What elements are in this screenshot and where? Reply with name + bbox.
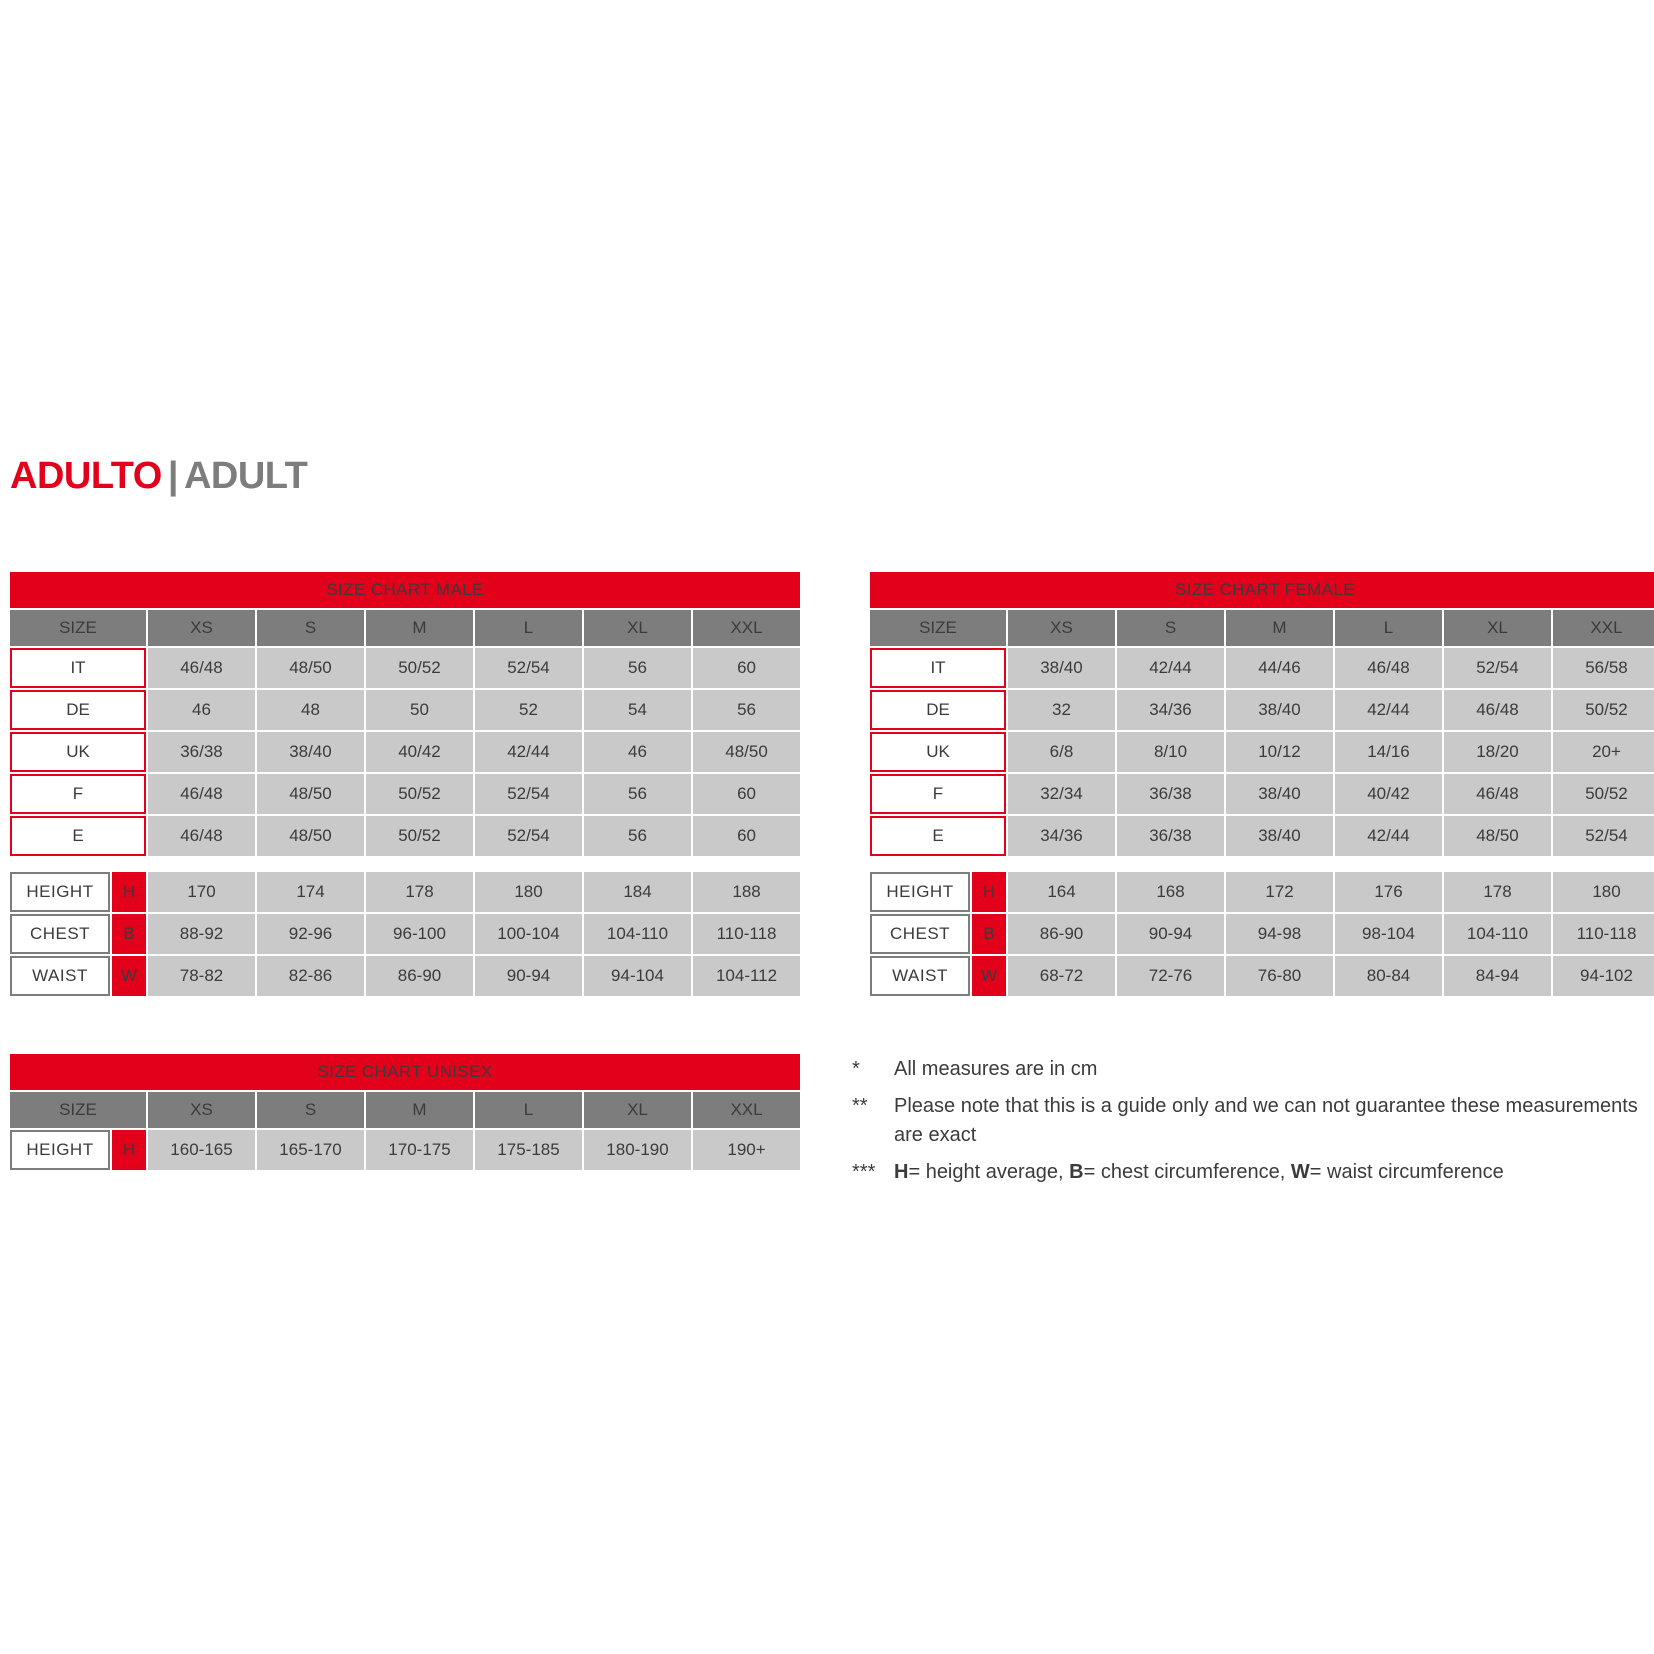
male-row-label: IT <box>10 648 146 688</box>
table-cell: 52/54 <box>475 774 582 814</box>
table-row <box>870 648 1654 688</box>
female-size-header: XXL <box>1553 610 1654 646</box>
table-cell: 110-118 <box>693 914 800 954</box>
table-cell: 34/36 <box>1008 816 1115 856</box>
note-marker: *** <box>852 1161 876 1183</box>
table-cell: 40/42 <box>366 732 473 772</box>
unisex-size-header: XS <box>148 1092 255 1128</box>
male-measure-label: CHEST <box>10 914 110 954</box>
unisex-size-label: SIZE <box>10 1092 146 1128</box>
note-marker: ** <box>852 1095 868 1117</box>
table-cell: 84-94 <box>1444 956 1551 996</box>
table-cell: 94-104 <box>584 956 691 996</box>
table-row <box>10 914 800 954</box>
table-row <box>870 956 1654 996</box>
table-cell: 60 <box>693 648 800 688</box>
table-cell: 90-94 <box>1117 914 1224 954</box>
table-cell: 38/40 <box>1226 690 1333 730</box>
female-measure-key: B <box>972 914 1006 954</box>
female-size-header: XL <box>1444 610 1551 646</box>
table-row <box>10 816 800 856</box>
note-text: H= height average, B= chest circumference, W= waist circumference <box>894 1161 1504 1183</box>
male-size-label: SIZE <box>10 610 146 646</box>
unisex-title-row <box>10 1054 800 1090</box>
table-cell: 164 <box>1008 872 1115 912</box>
table-cell: 46/48 <box>148 648 255 688</box>
spacer-row <box>870 858 1654 870</box>
table-row <box>870 816 1654 856</box>
male-size-header: XXL <box>693 610 800 646</box>
table-row <box>870 732 1654 772</box>
spacer-row <box>10 858 800 870</box>
table-cell: 54 <box>584 690 691 730</box>
table-cell: 42/44 <box>475 732 582 772</box>
female-measure-label: CHEST <box>870 914 970 954</box>
male-row-label: F <box>10 774 146 814</box>
table-row <box>870 914 1654 954</box>
table-cell: 110-118 <box>1553 914 1654 954</box>
female-measure-key: H <box>972 872 1006 912</box>
unisex-measure-key: H <box>112 1130 146 1170</box>
male-size-header: XL <box>584 610 691 646</box>
spacer <box>870 858 1654 870</box>
male-measure-key: H <box>112 872 146 912</box>
female-row-label: IT <box>870 648 1006 688</box>
unisex-size-header: XL <box>584 1092 691 1128</box>
table-cell: 20+ <box>1553 732 1654 772</box>
note-text: Please note that this is a guide only and we can not guarantee these measurements are exact <box>894 1095 1638 1146</box>
table-cell: 175-185 <box>475 1130 582 1170</box>
female-size-header: M <box>1226 610 1333 646</box>
table-cell: 46/48 <box>148 774 255 814</box>
table-cell: 50 <box>366 690 473 730</box>
table-cell: 50/52 <box>366 774 473 814</box>
table-cell: 104-112 <box>693 956 800 996</box>
unisex-size-header: S <box>257 1092 364 1128</box>
male-size-header: S <box>257 610 364 646</box>
table-cell: 88-92 <box>148 914 255 954</box>
table-cell: 90-94 <box>475 956 582 996</box>
table-cell: 52/54 <box>1553 816 1654 856</box>
table-row <box>10 774 800 814</box>
table-cell: 18/20 <box>1444 732 1551 772</box>
table-cell: 46/48 <box>1335 648 1442 688</box>
table-cell: 50/52 <box>1553 690 1654 730</box>
male-size-header: L <box>475 610 582 646</box>
table-cell: 38/40 <box>1226 774 1333 814</box>
unisex-size-header: M <box>366 1092 473 1128</box>
male-size-header: XS <box>148 610 255 646</box>
table-cell: 48 <box>257 690 364 730</box>
table-cell: 36/38 <box>1117 816 1224 856</box>
table-cell: 52/54 <box>475 648 582 688</box>
female-row-label: F <box>870 774 1006 814</box>
note-text: All measures are in cm <box>894 1058 1098 1080</box>
table-cell: 38/40 <box>1226 816 1333 856</box>
male-title: SIZE CHART MALE <box>10 572 800 608</box>
table-cell: 174 <box>257 872 364 912</box>
male-measure-label: HEIGHT <box>10 872 110 912</box>
table-cell: 168 <box>1117 872 1224 912</box>
table-cell: 170-175 <box>366 1130 473 1170</box>
female-row-label: E <box>870 816 1006 856</box>
table-cell: 42/44 <box>1335 816 1442 856</box>
table-cell: 94-98 <box>1226 914 1333 954</box>
table-cell: 98-104 <box>1335 914 1442 954</box>
table-cell: 38/40 <box>257 732 364 772</box>
table-row <box>870 774 1654 814</box>
table-cell: 56 <box>693 690 800 730</box>
unisex-size-header: XXL <box>693 1092 800 1128</box>
note-marker: * <box>852 1058 860 1080</box>
table-cell: 56 <box>584 648 691 688</box>
table-cell: 42/44 <box>1117 648 1224 688</box>
female-row-label: UK <box>870 732 1006 772</box>
table-cell: 82-86 <box>257 956 364 996</box>
table-cell: 188 <box>693 872 800 912</box>
table-cell: 6/8 <box>1008 732 1115 772</box>
female-header-row <box>870 610 1654 646</box>
table-cell: 80-84 <box>1335 956 1442 996</box>
table-cell: 72-76 <box>1117 956 1224 996</box>
unisex-size-header: L <box>475 1092 582 1128</box>
female-size-header: L <box>1335 610 1442 646</box>
table-cell: 56 <box>584 774 691 814</box>
male-row-label: UK <box>10 732 146 772</box>
table-cell: 180-190 <box>584 1130 691 1170</box>
female-title: SIZE CHART FEMALE <box>870 572 1654 608</box>
notes-block <box>852 1055 1642 1195</box>
table-cell: 184 <box>584 872 691 912</box>
page-title-italian: ADULTO <box>10 455 162 497</box>
table-cell: 46/48 <box>1444 690 1551 730</box>
table-row <box>10 648 800 688</box>
male-measure-key: W <box>112 956 146 996</box>
table-cell: 178 <box>366 872 473 912</box>
male-size-header: M <box>366 610 473 646</box>
female-title-row <box>870 572 1654 608</box>
table-row <box>870 690 1654 730</box>
table-row <box>10 956 800 996</box>
note-item <box>852 1055 1642 1084</box>
table-cell: 52/54 <box>475 816 582 856</box>
table-cell: 172 <box>1226 872 1333 912</box>
note-item <box>852 1092 1642 1150</box>
female-size-header: S <box>1117 610 1224 646</box>
female-row-label: DE <box>870 690 1006 730</box>
table-cell: 165-170 <box>257 1130 364 1170</box>
table-cell: 38/40 <box>1008 648 1115 688</box>
male-measure-key: B <box>112 914 146 954</box>
female-size-label: SIZE <box>870 610 1006 646</box>
table-cell: 52/54 <box>1444 648 1551 688</box>
male-row-label: DE <box>10 690 146 730</box>
table-cell: 42/44 <box>1335 690 1442 730</box>
table-cell: 100-104 <box>475 914 582 954</box>
table-cell: 68-72 <box>1008 956 1115 996</box>
table-cell: 86-90 <box>366 956 473 996</box>
spacer <box>10 858 800 870</box>
male-measure-label: WAIST <box>10 956 110 996</box>
table-cell: 48/50 <box>257 774 364 814</box>
unisex-measure-label: HEIGHT <box>10 1130 110 1170</box>
table-cell: 46/48 <box>148 816 255 856</box>
table-row <box>10 872 800 912</box>
female-measure-label: WAIST <box>870 956 970 996</box>
table-row <box>10 1130 800 1170</box>
table-cell: 8/10 <box>1117 732 1224 772</box>
table-cell: 36/38 <box>148 732 255 772</box>
size-chart-female <box>868 570 1654 998</box>
table-cell: 94-102 <box>1553 956 1654 996</box>
table-cell: 176 <box>1335 872 1442 912</box>
table-cell: 50/52 <box>1553 774 1654 814</box>
table-cell: 48/50 <box>257 648 364 688</box>
table-cell: 44/46 <box>1226 648 1333 688</box>
size-chart-male <box>8 570 802 998</box>
table-row <box>870 872 1654 912</box>
table-cell: 48/50 <box>257 816 364 856</box>
table-cell: 190+ <box>693 1130 800 1170</box>
table-cell: 104-110 <box>1444 914 1551 954</box>
male-title-row <box>10 572 800 608</box>
table-cell: 170 <box>148 872 255 912</box>
page-title-english: ADULT <box>183 455 308 497</box>
table-cell: 160-165 <box>148 1130 255 1170</box>
table-cell: 46 <box>584 732 691 772</box>
unisex-header-row <box>10 1092 800 1128</box>
table-cell: 60 <box>693 774 800 814</box>
female-measure-label: HEIGHT <box>870 872 970 912</box>
table-cell: 32 <box>1008 690 1115 730</box>
table-cell: 78-82 <box>148 956 255 996</box>
table-cell: 180 <box>1553 872 1654 912</box>
table-cell: 48/50 <box>1444 816 1551 856</box>
table-cell: 96-100 <box>366 914 473 954</box>
note-item <box>852 1158 1642 1187</box>
female-size-header: XS <box>1008 610 1115 646</box>
male-header-row <box>10 610 800 646</box>
page-title-separator: | <box>167 455 178 497</box>
table-cell: 92-96 <box>257 914 364 954</box>
table-row <box>10 690 800 730</box>
table-cell: 50/52 <box>366 816 473 856</box>
table-cell: 40/42 <box>1335 774 1442 814</box>
table-cell: 52 <box>475 690 582 730</box>
male-row-label: E <box>10 816 146 856</box>
unisex-title: SIZE CHART UNISEX <box>10 1054 800 1090</box>
table-cell: 50/52 <box>366 648 473 688</box>
table-cell: 56/58 <box>1553 648 1654 688</box>
table-cell: 48/50 <box>693 732 800 772</box>
table-cell: 36/38 <box>1117 774 1224 814</box>
table-cell: 14/16 <box>1335 732 1442 772</box>
table-cell: 46 <box>148 690 255 730</box>
table-cell: 86-90 <box>1008 914 1115 954</box>
table-row <box>10 732 800 772</box>
table-cell: 32/34 <box>1008 774 1115 814</box>
page-title <box>10 455 307 498</box>
table-cell: 60 <box>693 816 800 856</box>
table-cell: 180 <box>475 872 582 912</box>
table-cell: 10/12 <box>1226 732 1333 772</box>
size-chart-unisex <box>8 1052 802 1172</box>
table-cell: 104-110 <box>584 914 691 954</box>
table-cell: 76-80 <box>1226 956 1333 996</box>
female-measure-key: W <box>972 956 1006 996</box>
table-cell: 56 <box>584 816 691 856</box>
table-cell: 46/48 <box>1444 774 1551 814</box>
table-cell: 34/36 <box>1117 690 1224 730</box>
table-cell: 178 <box>1444 872 1551 912</box>
